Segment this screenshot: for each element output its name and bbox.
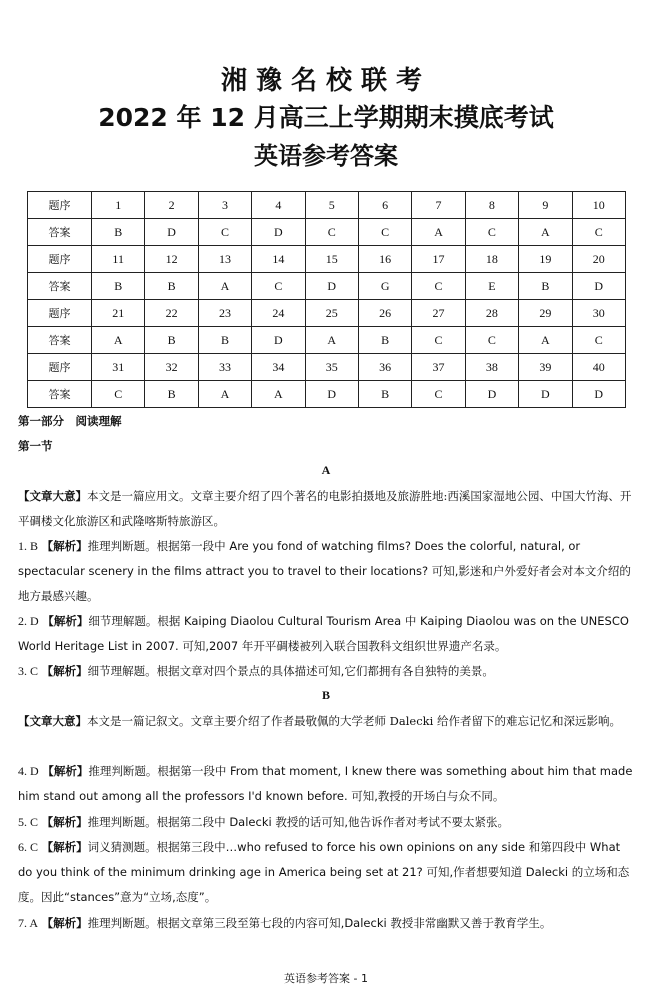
question-7 xyxy=(18,911,638,936)
question-number-cell: 24 xyxy=(252,300,305,327)
analysis-tag: 【解析】 xyxy=(41,664,88,678)
question-number-cell: 22 xyxy=(145,300,198,327)
question-number-cell: 35 xyxy=(305,354,358,381)
answer-cell: A xyxy=(252,381,305,408)
answer-cell: B xyxy=(519,273,572,300)
question-number-cell: 37 xyxy=(412,354,465,381)
question-number-cell: 15 xyxy=(305,246,358,273)
analysis-text: 推理判断题。根据第一段中 From that moment, I knew there was something about him that made him stand out among all the professors I'd known before. 可知,教授的开场白与众不同。 xyxy=(18,764,633,803)
answer-cell: A xyxy=(519,219,572,246)
answer-cell: A xyxy=(412,219,465,246)
question-number-cell: 2 xyxy=(145,192,198,219)
answer-cell: C xyxy=(465,327,518,354)
question-number-cell: 29 xyxy=(519,300,572,327)
question-number-cell: 14 xyxy=(252,246,305,273)
answer-cell: C xyxy=(198,219,251,246)
question-number-cell: 1 xyxy=(92,192,145,219)
question-number-cell: 5 xyxy=(305,192,358,219)
question-number-cell: 13 xyxy=(198,246,251,273)
question-number-cell: 32 xyxy=(145,354,198,381)
row-label: 答案 xyxy=(28,381,92,408)
answer-cell: D xyxy=(519,381,572,408)
answer-cell: C xyxy=(465,219,518,246)
question-number-cell: 20 xyxy=(572,246,625,273)
row-label: 答案 xyxy=(28,273,92,300)
question-1 xyxy=(18,534,638,609)
question-number: 1. B xyxy=(18,539,39,553)
question-number-cell: 17 xyxy=(412,246,465,273)
question-number-cell: 25 xyxy=(305,300,358,327)
question-number-cell: 10 xyxy=(572,192,625,219)
answer-cell: A xyxy=(519,327,572,354)
answer-table xyxy=(27,191,626,408)
summary-text: 本文是一篇记叙文。文章主要介绍了作者最敬佩的大学老师 Dalecki 给作者留下的难忘记忆和深远影响。 xyxy=(87,714,621,728)
header-line3: 英语参考答案 xyxy=(254,142,398,170)
analysis-tag: 【解析】 xyxy=(41,840,88,854)
page-footer: 英语参考答案 - 1 xyxy=(284,972,368,985)
question-2 xyxy=(18,609,638,659)
question-number-cell: 23 xyxy=(198,300,251,327)
row-label: 题序 xyxy=(28,192,92,219)
question-number: 6. C xyxy=(18,840,39,854)
passage-b-summary xyxy=(18,709,638,734)
answer-cell: G xyxy=(358,273,411,300)
question-number-cell: 11 xyxy=(92,246,145,273)
question-number-cell: 19 xyxy=(519,246,572,273)
summary-tag: 【文章大意】 xyxy=(18,489,87,503)
analysis-tag: 【解析】 xyxy=(41,539,88,553)
passage-a-summary xyxy=(18,484,638,534)
row-label: 题序 xyxy=(28,300,92,327)
table-num-row xyxy=(28,246,626,273)
question-number-cell: 21 xyxy=(92,300,145,327)
question-number-cell: 18 xyxy=(465,246,518,273)
question-6 xyxy=(18,835,638,910)
answer-cell: C xyxy=(412,327,465,354)
section1-heading: 第一节 xyxy=(18,439,53,453)
answer-cell: A xyxy=(92,327,145,354)
question-number: 7. A xyxy=(18,916,39,930)
analysis-text: 细节理解题。根据 Kaiping Diaolou Cultural Tourism Area 中 Kaiping Diaolou was on the UNESCO World Heritage List in 2007. 可知,2007 年开平碉楼被列入联合国教科文组织世界遗产名录。 xyxy=(18,614,629,653)
analysis-text: 细节理解题。根据文章对四个景点的具体描述可知,它们都拥有各自独特的美景。 xyxy=(87,664,494,678)
answer-cell: B xyxy=(92,273,145,300)
analysis-tag: 【解析】 xyxy=(41,815,88,829)
question-5 xyxy=(18,810,638,835)
table-num-row xyxy=(28,192,626,219)
question-number-cell: 31 xyxy=(92,354,145,381)
answer-cell: D xyxy=(252,327,305,354)
question-number: 4. D xyxy=(18,764,39,778)
answer-cell: A xyxy=(198,381,251,408)
question-number: 5. C xyxy=(18,815,39,829)
question-number-cell: 33 xyxy=(198,354,251,381)
row-label: 题序 xyxy=(28,246,92,273)
table-num-row xyxy=(28,300,626,327)
question-number-cell: 40 xyxy=(572,354,625,381)
answer-cell: B xyxy=(358,327,411,354)
analysis-tag: 【解析】 xyxy=(41,916,88,930)
question-number-cell: 27 xyxy=(412,300,465,327)
question-number-cell: 8 xyxy=(465,192,518,219)
analysis-text: 推理判断题。根据第二段中 Dalecki 教授的话可知,他告诉作者对考试不要太紧张。 xyxy=(87,815,509,829)
table-answer-row xyxy=(28,273,626,300)
question-number: 2. D xyxy=(18,614,39,628)
question-number-cell: 9 xyxy=(519,192,572,219)
question-number-cell: 26 xyxy=(358,300,411,327)
passage-a-letter: A xyxy=(321,463,331,477)
question-number-cell: 7 xyxy=(412,192,465,219)
row-label: 答案 xyxy=(28,327,92,354)
analysis-tag: 【解析】 xyxy=(42,764,89,778)
question-number-cell: 16 xyxy=(358,246,411,273)
question-number-cell: 30 xyxy=(572,300,625,327)
answer-cell: B xyxy=(145,327,198,354)
answer-cell: D xyxy=(145,219,198,246)
question-3 xyxy=(18,659,638,684)
analysis-tag: 【解析】 xyxy=(42,614,89,628)
part1-heading: 第一部分 阅读理解 xyxy=(18,414,122,428)
row-label: 答案 xyxy=(28,219,92,246)
table-answer-row xyxy=(28,381,626,408)
answer-cell: B xyxy=(145,381,198,408)
answer-cell: C xyxy=(252,273,305,300)
question-number-cell: 36 xyxy=(358,354,411,381)
answer-cell: D xyxy=(465,381,518,408)
answer-cell: C xyxy=(572,219,625,246)
question-number: 3. C xyxy=(18,664,39,678)
analysis-text: 词义猜测题。根据第三段中…who refused to force his own opinions on any side 和第四段中 What do you think of the minimum drinking age in America being set at 21? 可知,作者想要知道 Dalecki 的立场和态度。因此“stances”意为“立场,态度”。 xyxy=(18,840,630,904)
answer-cell: D xyxy=(572,273,625,300)
question-number-cell: 28 xyxy=(465,300,518,327)
answer-cell: C xyxy=(412,273,465,300)
header-line2: 2022 年 12 月高三上学期期末摸底考试 xyxy=(98,103,554,132)
table-answer-row xyxy=(28,327,626,354)
summary-tag: 【文章大意】 xyxy=(18,714,87,728)
analysis-text: 推理判断题。根据文章第三段至第七段的内容可知,Dalecki 教授非常幽默又善于教育学生。 xyxy=(87,916,552,930)
answer-cell: C xyxy=(92,381,145,408)
answer-cell: A xyxy=(198,273,251,300)
answer-cell: D xyxy=(252,219,305,246)
question-number-cell: 39 xyxy=(519,354,572,381)
question-4 xyxy=(18,759,638,809)
question-number-cell: 34 xyxy=(252,354,305,381)
question-number-cell: 3 xyxy=(198,192,251,219)
answer-cell: A xyxy=(305,327,358,354)
question-number-cell: 6 xyxy=(358,192,411,219)
answer-cell: C xyxy=(572,327,625,354)
question-number-cell: 4 xyxy=(252,192,305,219)
question-number-cell: 12 xyxy=(145,246,198,273)
answer-cell: B xyxy=(145,273,198,300)
answer-cell: C xyxy=(305,219,358,246)
answer-cell: B xyxy=(92,219,145,246)
answer-cell: D xyxy=(305,273,358,300)
table-num-row xyxy=(28,354,626,381)
answer-cell: C xyxy=(412,381,465,408)
passage-b-letter: B xyxy=(321,688,330,702)
answer-cell: B xyxy=(198,327,251,354)
analysis-text: 推理判断题。根据第一段中 Are you fond of watching films? Does the colorful, natural, or spectacular scenery in the films attract you to travel to their locations? 可知,影迷和户外爱好者会对本文介绍的地方最感兴趣。 xyxy=(18,539,631,603)
table-answer-row xyxy=(28,219,626,246)
answer-cell: D xyxy=(572,381,625,408)
summary-text: 本文是一篇应用文。文章主要介绍了四个著名的电影拍摄地及旅游胜地:西溪国家湿地公园、中国大竹海、开平碉楼文化旅游区和武隆喀斯特旅游区。 xyxy=(18,489,632,528)
row-label: 题序 xyxy=(28,354,92,381)
answer-cell: B xyxy=(358,381,411,408)
answer-cell: C xyxy=(358,219,411,246)
answer-cell: E xyxy=(465,273,518,300)
answer-cell: D xyxy=(305,381,358,408)
question-number-cell: 38 xyxy=(465,354,518,381)
header-line1: 湘豫名校联考 xyxy=(220,66,431,96)
